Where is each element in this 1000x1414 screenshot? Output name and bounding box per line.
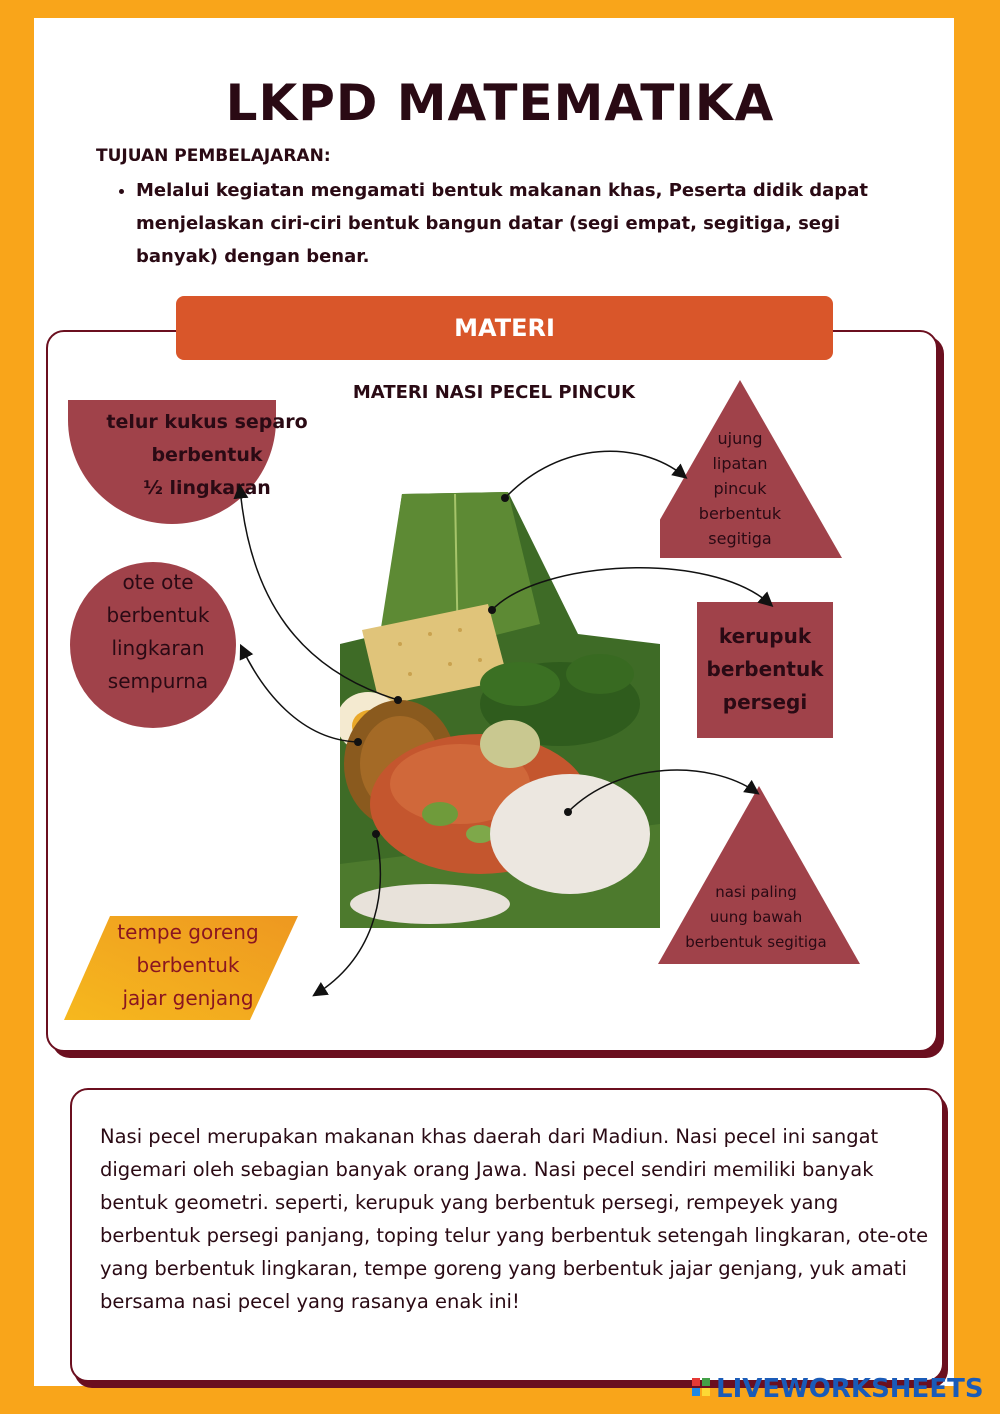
- liveworksheets-logo-icon: [692, 1378, 712, 1402]
- ote-label-line: berbentuk: [106, 603, 210, 627]
- nasi-label-line: uung bawah: [709, 908, 803, 926]
- materi-header: MATERI: [176, 296, 833, 360]
- kerupuk-label-line: berbentuk: [706, 657, 824, 681]
- learning-goal-item: • Melalui kegiatan mengamati bentuk makanan khas, Peserta didik dapat menjelaskan ciri-ciri bentuk bangun datar (segi empat, segitiga, segi banyak) dengan benar.: [136, 174, 926, 273]
- tip-label-line: berbentuk: [698, 504, 782, 523]
- kerupuk-label-line: kerupuk: [718, 624, 812, 648]
- tempe-label-line: tempe goreng: [117, 920, 259, 944]
- nasi-label-line: berbentuk segitiga: [685, 933, 827, 951]
- tempe-label-line: berbentuk: [136, 953, 240, 977]
- egg-label-line: berbentuk: [151, 444, 263, 466]
- kerupuk-label-line: persegi: [722, 690, 808, 714]
- tip-label-line: lipatan: [712, 454, 768, 473]
- tip-label-line: pincuk: [713, 479, 767, 498]
- materi-subtitle: MATERI NASI PECEL PINCUK: [352, 382, 636, 403]
- ote-label-line: ote ote: [122, 570, 194, 594]
- ote-label-line: sempurna: [107, 669, 209, 693]
- ote-label-line: lingkaran: [111, 636, 205, 660]
- egg-label-line: telur kukus separo: [106, 411, 308, 433]
- description-text: Nasi pecel merupakan makanan khas daerah dari Madiun. Nasi pecel ini sangat digemari oleh sebagian banyak orang Jawa. Nasi pecel sendiri memiliki banyak bentuk geometri. seperti, kerupuk yang berbentuk persegi, rempeyek yang berbentuk persegi panjang, toping telur yang berbentuk setengah lingkaran, ote-ote yang berbentuk lingkaran, tempe goreng yang berbentuk jajar genjang, yuk amati bersama nasi pecel yang rasanya enak ini!: [100, 1125, 929, 1313]
- tip-label-line: ujung: [717, 429, 763, 448]
- page-title: LKPD MATEMATIKA: [225, 74, 775, 132]
- nasi-label-line: nasi paling: [715, 883, 797, 901]
- tempe-label-line: jajar genjang: [122, 986, 254, 1010]
- liveworksheets-brand[interactable]: LIVEWORKSHEETS: [716, 1374, 984, 1404]
- egg-label-line: ½ lingkaran: [143, 477, 271, 499]
- tip-label-line: segitiga: [708, 529, 772, 548]
- learning-goal-heading: TUJUAN PEMBELAJARAN:: [96, 146, 331, 166]
